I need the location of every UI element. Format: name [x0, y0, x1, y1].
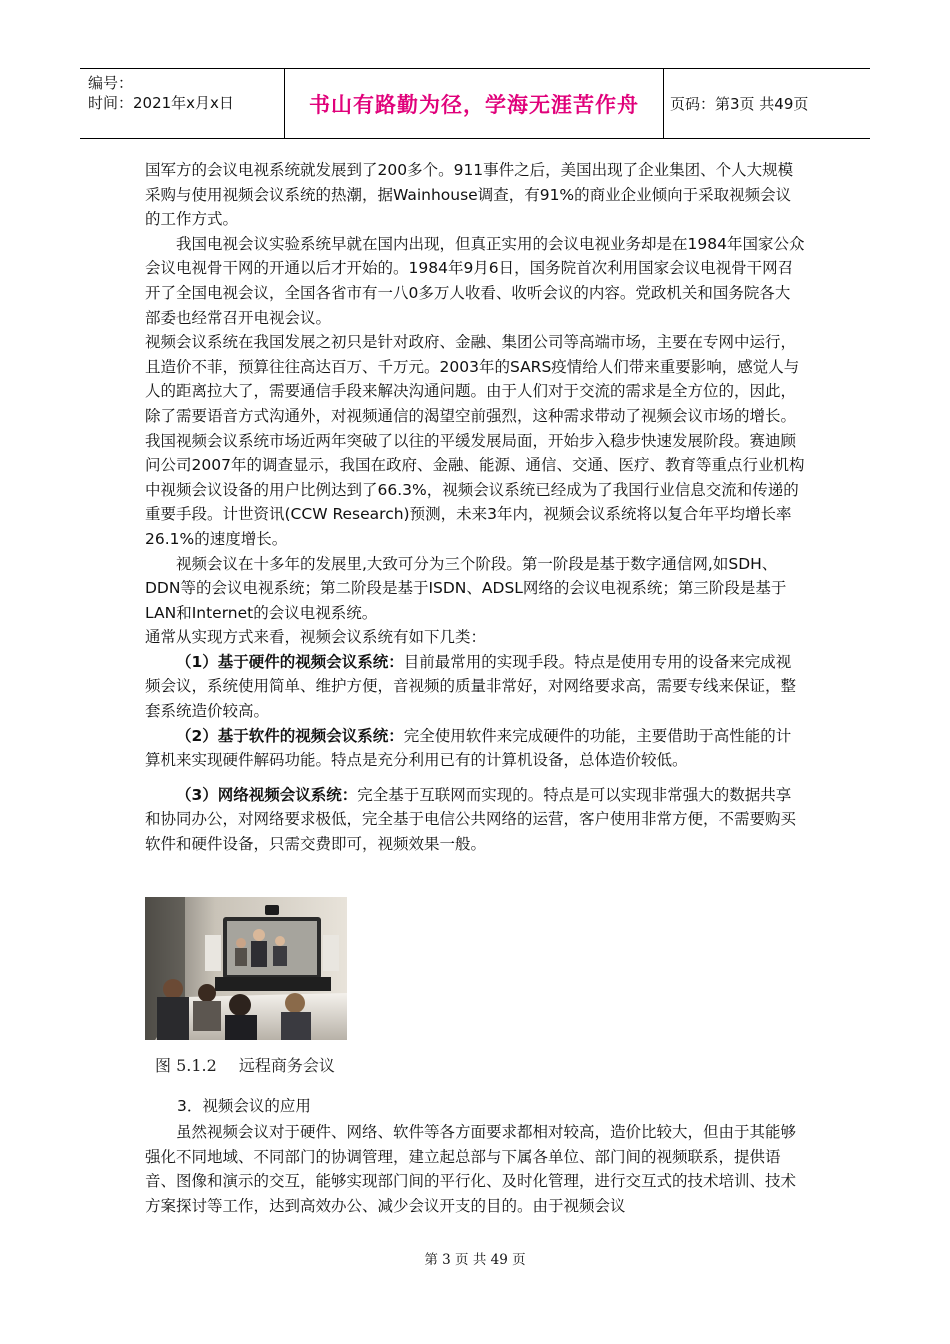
page-header [80, 68, 870, 139]
type-text: 完全基于互联网而实现的。特点是可以实现非常强大的数据共享和协同办公，对网络要求极低，完全基于电信公共网络的运营，客户使用非常方便，不需要购买软件和硬件设备，只需交费即可，视频效果一般。 [145, 785, 797, 854]
section-body [145, 1120, 805, 1218]
paragraph: 视频会议在十多年的发展里,大致可分为三个阶段。第一阶段是基于数字通信网,如SDH、DDN等的会议电视系统；第二阶段是基于ISDN、ADSL网络的会议电视系统；第三阶段是基于LAN和Internet的会议电视系统。 [145, 554, 787, 622]
header-page-label: 页码：第3页 共49页 [670, 95, 809, 113]
header-motto: 书山有路勤为径，学海无涯苦作舟 [285, 69, 664, 138]
conference-photo [145, 897, 347, 1040]
figure-number: 图 5.1.2 [155, 1056, 217, 1075]
header-meta [80, 69, 285, 138]
section-heading: 3．视频会议的应用 [177, 1097, 311, 1115]
figure-title: 远程商务会议 [238, 1056, 335, 1075]
paragraph: 视频会议系统在我国发展之初只是针对政府、金融、集团公司等高端市场，主要在专网中运行，且造价不菲，预算往往高达百万、千万元。2003年的SARS疫情给人们带来重要影响，感觉人与人的距离拉大了，需要通信手段来解决沟通问题。由于人们对于交流的需求是全方位的，因此，除了需要语音方式沟通外，对视频通信的渴望空前强烈，这种需求带动了视频会议市场的增长。我国视频会议系统市场近两年突破了以往的平缓发展局面，开始步入稳步快速发展阶段。赛迪顾问公司2007年的调查显示，我国在政府、金融、能源、通信、交通、医疗、教育等重点行业机构中视频会议设备的用户比例达到了66.3%，视频会议系统已经成为了我国行业信息交流和传递的重要手段。计世资讯(CCW Research)预测，未来3年内，视频会议系统将以复合年平均增长率26.1%的速度增长。 [145, 333, 805, 548]
figure-caption [155, 1053, 335, 1076]
type-item-hardware [145, 650, 805, 724]
type-item-software [145, 724, 805, 773]
doc-date-label: 时间：2021年x月x日 [88, 94, 234, 112]
type-title: （1）基于硬件的视频会议系统： [176, 652, 404, 671]
paragraph: 国军方的会议电视系统就发展到了200多个。911事件之后，美国出现了企业集团、个人大规模采购与使用视频会议系统的热潮，据Wainhouse调查，有91%的商业企业倾向于采取视频会议的工作方式。 [145, 161, 794, 229]
paragraph: 通常从实现方式来看，视频会议系统有如下几类： [145, 628, 487, 647]
type-title: （2）基于软件的视频会议系统： [176, 726, 404, 745]
type-title: （3）网络视频会议系统： [176, 785, 358, 804]
type-text: 完全使用软件来完成硬件的功能，主要借助于高性能的计算机来实现硬件解码功能。特点是充分利用已有的计算机设备，总体造价较低。 [145, 726, 792, 770]
page-footer: 第 3 页 共 49 页 [424, 1252, 526, 1268]
main-text [145, 158, 805, 857]
paragraph: 我国电视会议实验系统早就在国内出现，但真正实用的会议电视业务却是在1984年国家公众会议电视骨干网的开通以后才开始的。1984年9月6日，国务院首次利用国家会议电视骨干网召开了全国电视会议，全国各省市有一八0多万人收看、收听会议的内容。党政机关和国务院各大部委也经常召开电视会议。 [145, 234, 805, 327]
type-item-network [145, 783, 805, 857]
type-text: 目前最常用的实现手段。特点是使用专用的设备来完成视频会议，系统使用简单、维护方便，音视频的质量非常好，对网络要求高，需要专线来保证，整套系统造价较高。 [145, 652, 797, 721]
paragraph: 虽然视频会议对于硬件、网络、软件等各方面要求都相对较高，造价比较大，但由于其能够强化不同地域、不同部门的协调管理，建立起总部与下属各单位、部门间的视频联系，提供语音、图像和演示的交互，能够实现部门间的平行化、及时化管理，进行交互式的技术培训、技术方案探讨等工作，达到高效办公、减少会议开支的目的。由于视频会议 [145, 1123, 797, 1215]
doc-number-label: 编号： [88, 74, 134, 92]
conference-photo-illustration [145, 897, 347, 1040]
